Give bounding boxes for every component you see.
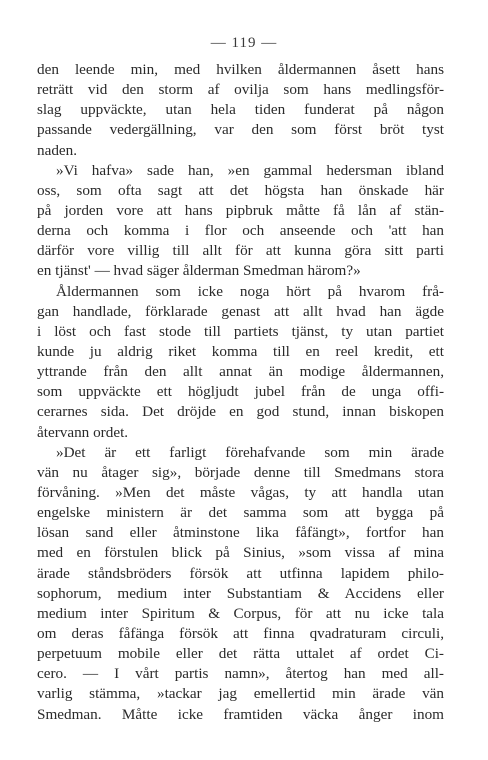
text-line: vän nu åtager sig», började denne till Smedmans stora xyxy=(37,463,444,481)
text-line: därför vore villig till allt för att kunna göra sitt parti xyxy=(37,242,444,260)
text-line: cerarnes sida. Det dröjde en god stund, innan biskopen xyxy=(37,403,444,421)
text-line: gan handlade, förklarade genast att allt hvad han ägde xyxy=(37,302,444,320)
body-text xyxy=(37,60,444,725)
text-line: passande vedergällning, var den som först bröt tyst xyxy=(37,121,444,139)
text-line: varlig stämma, »tackar jag emellertid min ärade vän xyxy=(37,685,444,703)
text-line: i löst och fast stode till partiets tjänst, ty utan partiet xyxy=(37,322,444,340)
text-line: naden. xyxy=(37,141,78,159)
text-line: återvann ordet. xyxy=(37,423,129,441)
text-line: engelske ministern är det samma som att bygga på xyxy=(37,504,444,522)
text-line: på jorden vore att hans pipbruk måtte få lån af stän- xyxy=(37,201,444,219)
text-line: om deras fåfänga försök att finna qvadraturam circuli, xyxy=(37,624,444,642)
text-line: lösan sand eller åtminstone lika fåfängt», fortfor han xyxy=(37,524,444,542)
text-line: perpetuum mobile eller det rätta uttalet af ordet Ci- xyxy=(37,645,444,663)
text-line: Åldermannen som icke noga hört på hvarom frå- xyxy=(56,282,444,300)
text-line: reträtt vid den storm af ovilja som hans medlingsför- xyxy=(37,81,444,99)
text-line: slag uppväckte, utan hela tiden funderat på någon xyxy=(37,101,444,119)
text-line: derna och komma i flor och anseende och 'att han xyxy=(37,222,444,240)
text-line: yttrande från den allt annat än modige åldermannen, xyxy=(37,363,444,381)
text-line: cero. — I vårt partis namn», återtog han med all- xyxy=(37,665,444,683)
text-line: den leende min, med hvilken åldermannen åsett hans xyxy=(37,61,444,78)
text-line: sophorum, medium inter Substantiam & Accidens eller xyxy=(37,584,444,602)
text-line: med en förstulen blick på Sinius, »som vissa af mina xyxy=(37,544,444,562)
text-line: medium inter Spiritum & Corpus, för att nu icke tala xyxy=(37,604,444,622)
text-line: kunde ju aldrig riket komma till en reel kredit, ett xyxy=(37,342,444,360)
text-line: en tjänst' — hvad säger ålderman Smedman härom?» xyxy=(37,262,361,280)
text-line: förvåning. »Men det måste vågas, ty att handla utan xyxy=(37,483,444,501)
text-line: »Vi hafva» sade han, »en gammal hedersman ibland xyxy=(56,161,444,179)
text-line: oss, som ofta sagt att det högsta han önskade här xyxy=(37,181,444,199)
text-line: »Det är ett farligt förehafvande som min ärade xyxy=(56,443,444,461)
text-line: ärade ståndsbröders försök att utfinna lapidem philo- xyxy=(37,564,444,582)
page-number-header: — 119 — xyxy=(210,35,278,51)
text-line: som uppväckte ett högljudt jubel från de unga offi- xyxy=(37,383,444,401)
text-line: Smedman. Måtte icke framtiden väcka ånger inom xyxy=(37,705,444,723)
